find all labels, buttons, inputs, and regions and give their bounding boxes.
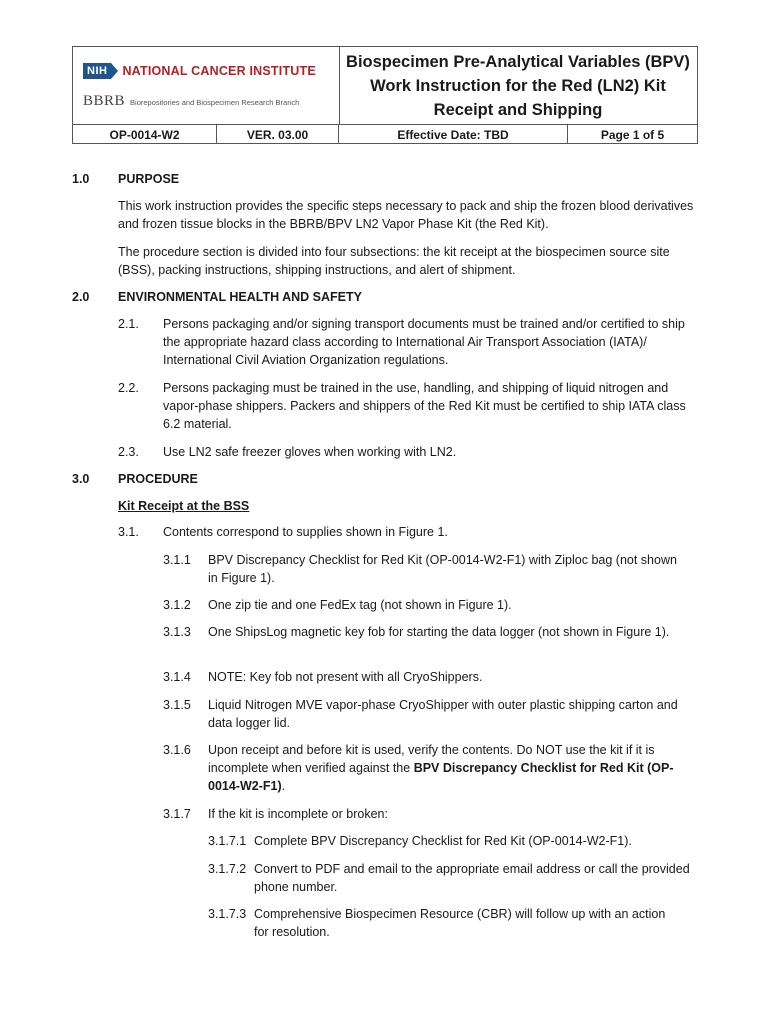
item-3-1-6-number: 3.1.6 <box>163 743 191 757</box>
section-1-para-1: This work instruction provides the specific steps necessary to pack and ship the frozen blood derivatives and frozen tissue blocks in the BBRB/BPV LN2 Vapor Phase Kit (the Red Kit). <box>118 199 694 231</box>
subsection-heading: Kit Receipt at the BSS <box>118 499 250 513</box>
item-3-1-6-text-b: . <box>281 779 286 793</box>
item-3-1-number: 3.1. <box>118 525 139 539</box>
nih-chevron-icon <box>111 63 118 79</box>
page-number: Page 1 of 5 <box>600 127 665 142</box>
item-3-1-1-number: 3.1.1 <box>163 553 191 567</box>
item-3-1-6-text <box>208 741 696 795</box>
document-title: Biospecimen Pre-Analytical Variables (BPV) Work Instruction for the Red (LN2) Kit Receipt and Shipping <box>346 52 690 119</box>
doc-version: VER. 03.00 <box>217 125 339 144</box>
document-header <box>72 46 698 144</box>
section-3-number: 3.0 <box>72 472 90 486</box>
item-3-1-6-text-a: Upon receipt and before kit is used, verify the contents. Do NOT use the kit if it is incomplete when verified against the <box>208 743 655 775</box>
item-3-1-4-number: 3.1.4 <box>163 670 191 684</box>
item-3-1-4-text: NOTE: Key fob not present with all CryoShippers. <box>208 670 483 684</box>
section-2-number: 2.0 <box>72 290 90 304</box>
header-info-row <box>73 124 697 144</box>
item-3-1-7-3-number: 3.1.7.3 <box>208 907 247 921</box>
item-3-1-7-3-text: Comprehensive Biospecimen Resource (CBR) will follow up with an action for resolution. <box>254 907 666 939</box>
item-3-1-6-checklist-ref: BPV Discrepancy Checklist for Red Kit (OP-0014-W2-F1) <box>208 761 674 793</box>
section-1-para-2: The procedure section is divided into four subsections: the kit receipt at the biospecimen source site (BSS), packing instructions, shipping instructions, and alert of shipment. <box>118 245 670 277</box>
item-3-1-text: Contents correspond to supplies shown in Figure 1. <box>163 525 448 539</box>
item-2-2-number: 2.2. <box>118 381 139 395</box>
item-3-1-2-text: One zip tie and one FedEx tag (not shown in Figure 1). <box>208 598 512 612</box>
item-2-2-text: Persons packaging must be trained in the use, handling, and shipping of liquid nitrogen and vapor-phase shippers. Packers and shippers of the Red Kit must be certified to ship IATA class 6.2 material. <box>163 381 686 431</box>
section-1-title: PURPOSE <box>118 172 180 186</box>
item-3-1-5-number: 3.1.5 <box>163 698 191 712</box>
item-2-1-text: Persons packaging and/or signing transport documents must be trained and/or certified to ship the appropriate hazard class according to International Air Transport Association (IATA)/ International Civil Aviation Organization regulations. <box>163 317 685 367</box>
effective-date: Effective Date: TBD <box>339 125 568 144</box>
item-3-1-7-1-number: 3.1.7.1 <box>208 834 247 848</box>
nih-badge: NIH <box>83 63 111 79</box>
item-2-3-number: 2.3. <box>118 445 139 459</box>
item-2-3-text: Use LN2 safe freezer gloves when working with LN2. <box>163 445 457 459</box>
nci-text: NATIONAL CANCER INSTITUTE <box>122 64 316 78</box>
section-3-title: PROCEDURE <box>118 472 198 486</box>
item-3-1-7-text: If the kit is incomplete or broken: <box>208 807 388 821</box>
bbrb-text: BBRB <box>83 93 126 109</box>
item-3-1-5-text: Liquid Nitrogen MVE vapor-phase CryoShipper with outer plastic shipping carton and data logger lid. <box>208 698 678 730</box>
bbrb-subtext: Biorepositories and Biospecimen Research Branch <box>130 98 300 107</box>
item-3-1-2-number: 3.1.2 <box>163 598 191 612</box>
item-3-1-7-number: 3.1.7 <box>163 807 191 821</box>
item-3-1-7-1-text: Complete BPV Discrepancy Checklist for Red Kit (OP-0014-W2-F1). <box>254 834 632 848</box>
section-2-title: ENVIRONMENTAL HEALTH AND SAFETY <box>118 290 362 304</box>
doc-id: OP-0014-W2 <box>73 125 217 144</box>
item-3-1-1-text: BPV Discrepancy Checklist for Red Kit (OP-0014-W2-F1) with Ziploc bag (not shown in Figure 1). <box>208 553 677 585</box>
bbrb-logo <box>83 93 299 110</box>
item-3-1-7-2-number: 3.1.7.2 <box>208 862 247 876</box>
item-2-1-number: 2.1. <box>118 317 139 331</box>
nci-logo <box>83 63 316 79</box>
item-3-1-7-2-text: Convert to PDF and email to the appropriate email address or call the provided phone number. <box>254 862 690 894</box>
item-3-1-3-number: 3.1.3 <box>163 625 191 639</box>
item-3-1-3-text: One ShipsLog magnetic key fob for starting the data logger (not shown in Figure 1). <box>208 625 670 639</box>
logo-cell <box>73 47 340 124</box>
section-1-number: 1.0 <box>72 172 90 186</box>
